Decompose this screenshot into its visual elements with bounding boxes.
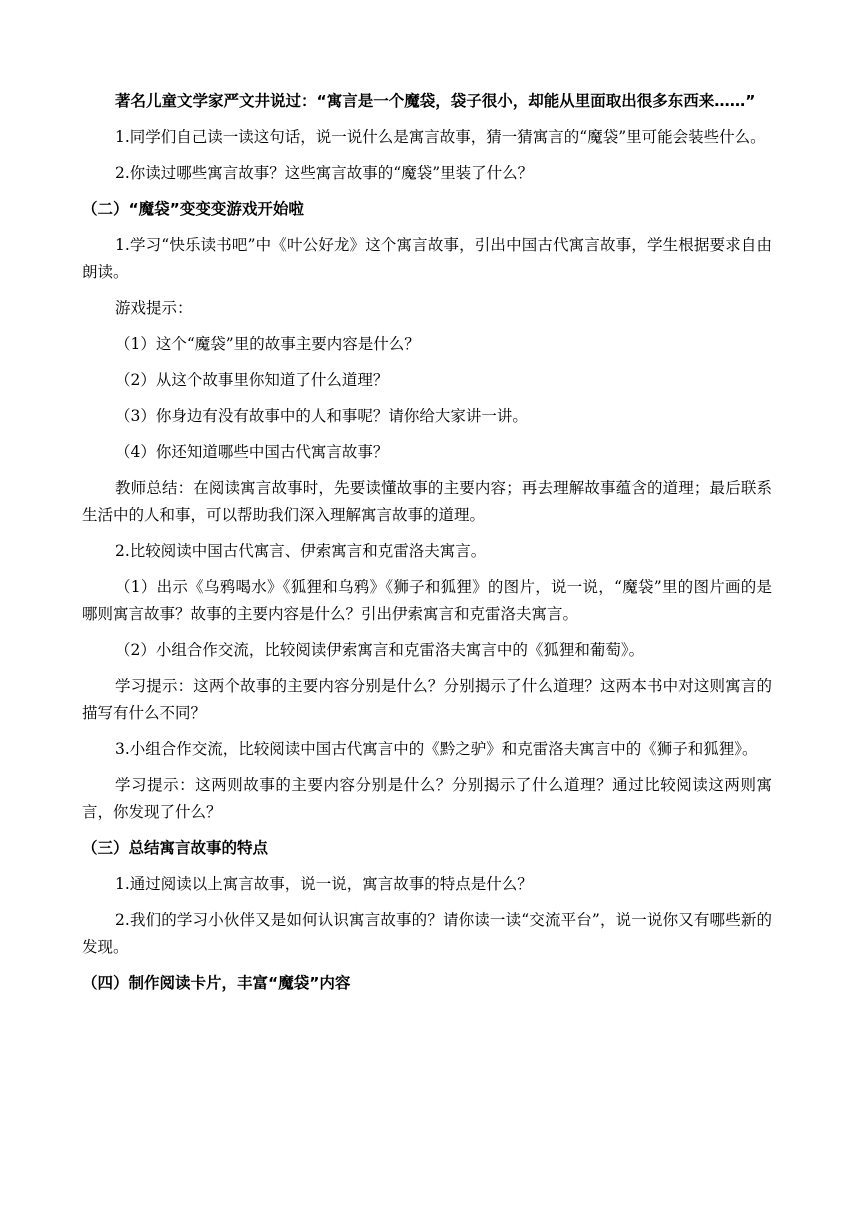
body-paragraph: 2.我们的学习小伙伴又是如何认识寓言故事的？请你读一读“交流平台”，说一说你又有哪些新的发现。 [82, 911, 772, 956]
tip-item: （2）从这个故事里你知道了什么道理？ [115, 371, 389, 389]
document-page [82, 88, 772, 1006]
body-paragraph: （1）出示《乌鸦喝水》《狐狸和乌鸦》《狮子和狐狸》的图片，说一说，“魔袋”里的图片画的是哪则寓言故事？故事的主要内容是什么？引出伊索寓言和克雷洛夫寓言。 [82, 578, 772, 623]
summary-paragraph: 教师总结：在阅读寓言故事时，先要读懂故事的主要内容；再去理解故事蕴含的道理；最后联系生活中的人和事，可以帮助我们深入理解寓言故事的道理。 [82, 479, 772, 524]
tips-label: 游戏提示： [115, 299, 193, 317]
body-paragraph: 3.小组合作交流，比较阅读中国古代寓言中的《黔之驴》和克雷洛夫寓言中的《狮子和狐狸》。 [115, 740, 758, 758]
section-heading: （二）“魔袋”变变变游戏开始啦 [82, 200, 304, 218]
quote-paragraph: 著名儿童文学家严文井说过：“寓言是一个魔袋，袋子很小，却能从里面取出很多东西来……” [115, 92, 756, 110]
section-heading: （三）总结寓言故事的特点 [82, 839, 269, 857]
body-paragraph: （2）小组合作交流，比较阅读伊索寓言和克雷洛夫寓言中的《狐狸和葡萄》。 [115, 641, 645, 659]
learning-tip-paragraph: 学习提示：这两个故事的主要内容分别是什么？分别揭示了什么道理？这两本书中对这则寓言的描写有什么不同？ [82, 677, 772, 722]
body-paragraph: 1.学习“快乐读书吧”中《叶公好龙》这个寓言故事，引出中国古代寓言故事，学生根据要求自由朗读。 [82, 236, 772, 281]
question-paragraph: 2.你读过哪些寓言故事？这些寓言故事的“魔袋”里装了什么？ [115, 164, 534, 182]
tip-item: （4）你还知道哪些中国古代寓言故事？ [115, 443, 389, 461]
body-paragraph: 2.比较阅读中国古代寓言、伊索寓言和克雷洛夫寓言。 [115, 542, 487, 560]
tip-item: （1）这个“魔袋”里的故事主要内容是什么？ [115, 335, 420, 353]
section-heading: （四）制作阅读卡片，丰富“魔袋”内容 [82, 974, 351, 992]
tip-item: （3）你身边有没有故事中的人和事呢？请你给大家讲一讲。 [115, 407, 528, 425]
learning-tip-paragraph: 学习提示：这两则故事的主要内容分别是什么？分别揭示了什么道理？通过比较阅读这两则寓言，你发现了什么？ [82, 776, 772, 821]
question-paragraph: 1.同学们自己读一读这句话，说一说什么是寓言故事，猜一猜寓言的“魔袋”里可能会装些什么。 [115, 128, 766, 146]
body-paragraph: 1.通过阅读以上寓言故事，说一说，寓言故事的特点是什么？ [115, 875, 533, 893]
